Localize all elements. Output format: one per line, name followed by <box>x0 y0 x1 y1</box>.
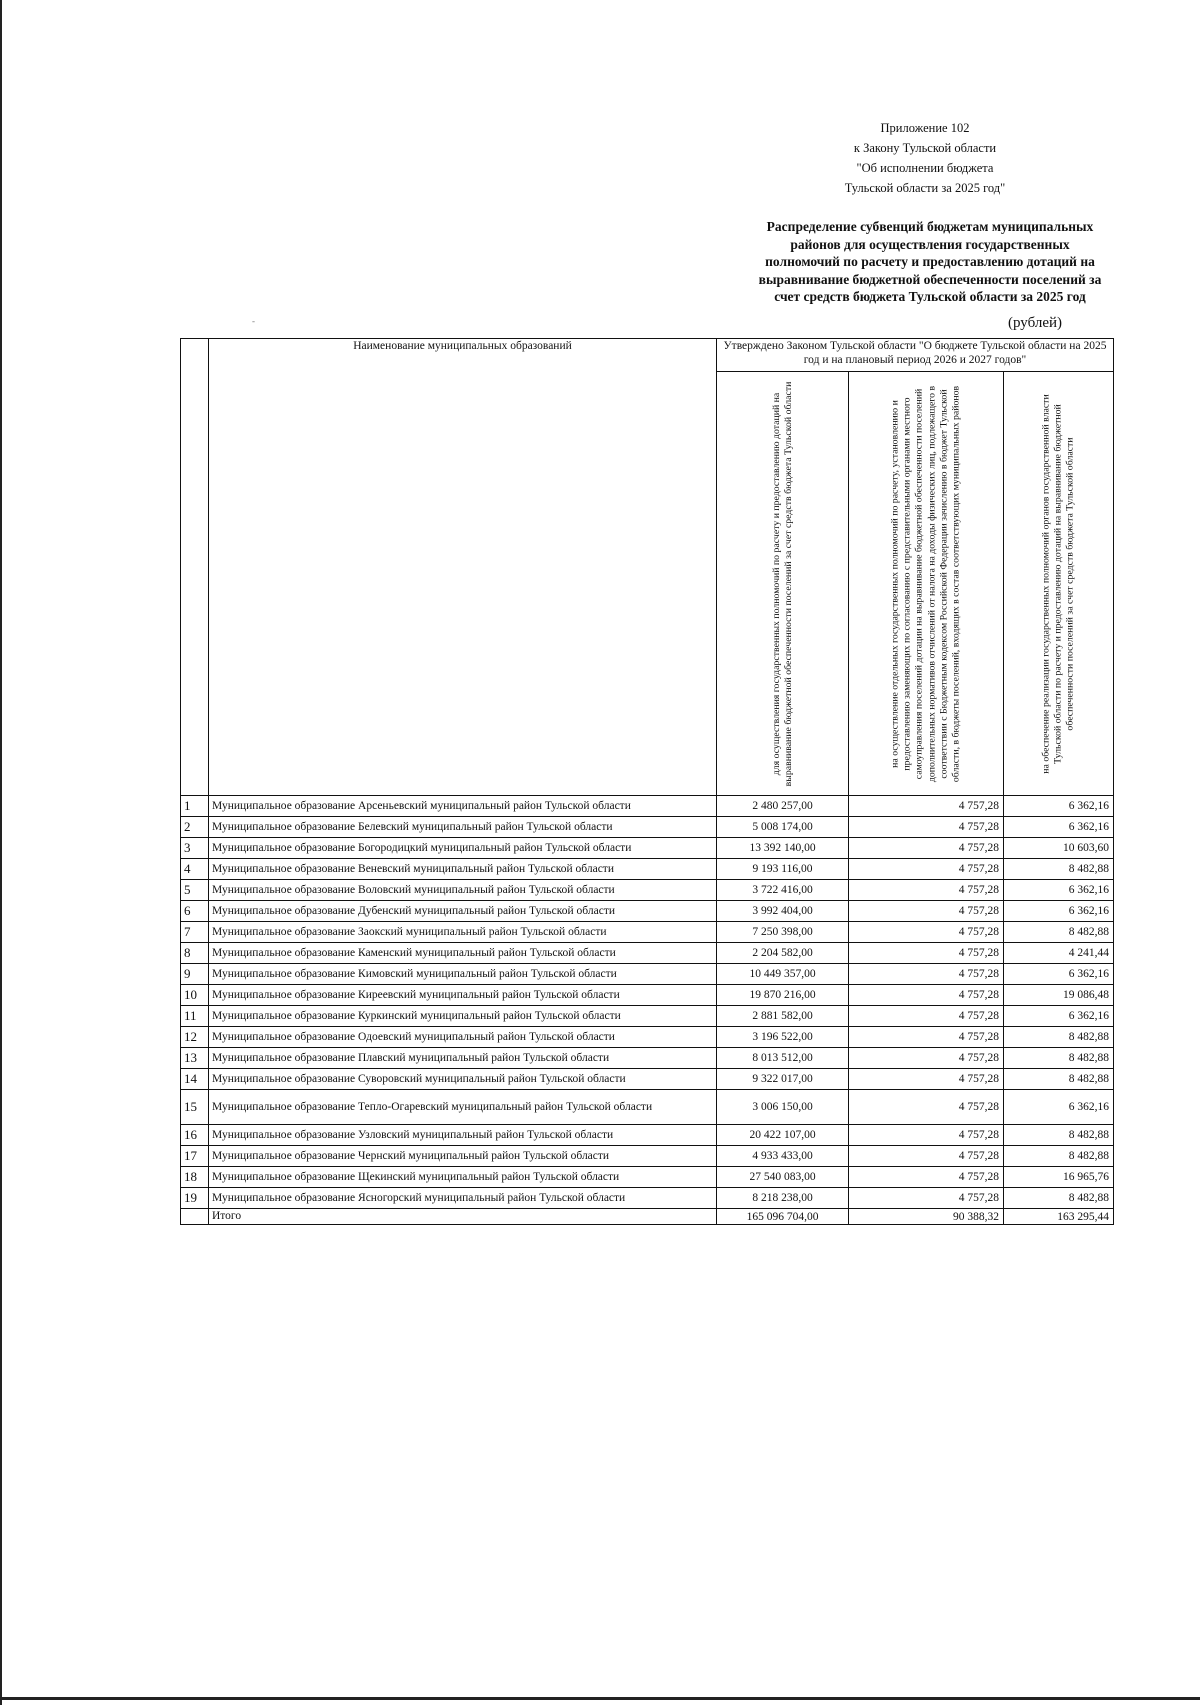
total-value-col3: 163 295,44 <box>1004 1209 1114 1225</box>
row-value-col2: 4 757,28 <box>849 1146 1004 1167</box>
row-value-col2: 4 757,28 <box>849 796 1004 817</box>
document-title <box>725 218 1135 306</box>
row-name: Муниципальное образование Богородицкий муниципальный район Тульской области <box>209 838 717 859</box>
row-value-col1: 8 013 512,00 <box>717 1048 849 1069</box>
row-name: Муниципальное образование Тепло-Огаревский муниципальный район Тульской области <box>209 1090 717 1125</box>
row-value-col3: 8 482,88 <box>1004 1146 1114 1167</box>
row-number: 10 <box>181 985 209 1006</box>
row-value-col3: 8 482,88 <box>1004 1188 1114 1209</box>
row-value-col3: 6 362,16 <box>1004 880 1114 901</box>
row-value-col3: 6 362,16 <box>1004 1090 1114 1125</box>
appendix-line: к Закону Тульской области <box>853 141 997 155</box>
row-value-col2: 4 757,28 <box>849 985 1004 1006</box>
row-name: Муниципальное образование Одоевский муниципальный район Тульской области <box>209 1027 717 1048</box>
appendix-line: "Об исполнении бюджета <box>856 161 994 175</box>
row-value-col3: 19 086,48 <box>1004 985 1114 1006</box>
row-number: 2 <box>181 817 209 838</box>
header-col2-cell <box>849 372 1004 796</box>
row-value-col1: 2 204 582,00 <box>717 943 849 964</box>
row-value-col1: 2 480 257,00 <box>717 796 849 817</box>
row-value-col2: 4 757,28 <box>849 1188 1004 1209</box>
row-value-col2: 4 757,28 <box>849 880 1004 901</box>
row-value-col1: 3 722 416,00 <box>717 880 849 901</box>
row-number: 18 <box>181 1167 209 1188</box>
header-col3: на обеспечение реализации государственных полномочий органов государственной власти Тульской области по расчету и предоставлению дотаций на выравнивание бюджетной обеспеченности поселений за счет средств бюджета Тульской области <box>1040 393 1076 774</box>
table-row <box>181 1167 1114 1188</box>
row-value-col2: 4 757,28 <box>849 1027 1004 1048</box>
table-row <box>181 859 1114 880</box>
row-number: 14 <box>181 1069 209 1090</box>
title-line: полномочий по расчету и предоставлению дотаций на <box>765 254 1095 269</box>
table-row <box>181 922 1114 943</box>
table-row <box>181 1027 1114 1048</box>
table-row <box>181 1048 1114 1069</box>
table-total-row <box>181 1209 1114 1225</box>
row-value-col3: 10 603,60 <box>1004 838 1114 859</box>
row-value-col2: 4 757,28 <box>849 1006 1004 1027</box>
row-value-col2: 4 757,28 <box>849 922 1004 943</box>
row-value-col1: 10 449 357,00 <box>717 964 849 985</box>
table-header-row <box>181 339 1114 372</box>
total-value-col1: 165 096 704,00 <box>717 1209 849 1225</box>
row-value-col2: 4 757,28 <box>849 1125 1004 1146</box>
row-value-col3: 8 482,88 <box>1004 1027 1114 1048</box>
row-value-col1: 3 196 522,00 <box>717 1027 849 1048</box>
header-col1: для осуществления государственных полномочий по расчету и предоставлению дотаций на выравнивание бюджетной обеспеченности поселений за счет средств бюджета Тульской области <box>770 381 794 786</box>
row-number: 13 <box>181 1048 209 1069</box>
row-value-col1: 2 881 582,00 <box>717 1006 849 1027</box>
row-value-col2: 4 757,28 <box>849 1090 1004 1125</box>
row-name: Муниципальное образование Киреевский муниципальный район Тульской области <box>209 985 717 1006</box>
row-value-col1: 7 250 398,00 <box>717 922 849 943</box>
row-number: 19 <box>181 1188 209 1209</box>
scan-border-bottom <box>0 1697 1200 1700</box>
table-row <box>181 964 1114 985</box>
row-value-col1: 5 008 174,00 <box>717 817 849 838</box>
row-value-col1: 8 218 238,00 <box>717 1188 849 1209</box>
row-value-col3: 8 482,88 <box>1004 1069 1114 1090</box>
scan-border-left <box>0 0 2 1705</box>
row-name: Муниципальное образование Кимовский муниципальный район Тульской области <box>209 964 717 985</box>
row-number: 6 <box>181 901 209 922</box>
table-row <box>181 1090 1114 1125</box>
row-name: Муниципальное образование Куркинский муниципальный район Тульской области <box>209 1006 717 1027</box>
units-label: (рублей) <box>1008 315 1063 331</box>
row-value-col1: 9 322 017,00 <box>717 1069 849 1090</box>
row-value-col2: 4 757,28 <box>849 943 1004 964</box>
row-number: 3 <box>181 838 209 859</box>
appendix-line: Приложение 102 <box>880 121 970 135</box>
row-number: 16 <box>181 1125 209 1146</box>
row-value-col3: 16 965,76 <box>1004 1167 1114 1188</box>
row-value-col3: 8 482,88 <box>1004 1048 1114 1069</box>
row-name: Муниципальное образование Воловский муниципальный район Тульской области <box>209 880 717 901</box>
row-value-col1: 27 540 083,00 <box>717 1167 849 1188</box>
row-value-col1: 4 933 433,00 <box>717 1146 849 1167</box>
row-number: 11 <box>181 1006 209 1027</box>
row-value-col3: 8 482,88 <box>1004 1125 1114 1146</box>
total-number-cell <box>181 1209 209 1225</box>
row-value-col3: 6 362,16 <box>1004 1006 1114 1027</box>
header-number-cell <box>181 339 209 796</box>
row-value-col3: 4 241,44 <box>1004 943 1114 964</box>
row-name: Муниципальное образование Каменский муниципальный район Тульской области <box>209 943 717 964</box>
row-name: Муниципальное образование Чернский муниципальный район Тульской области <box>209 1146 717 1167</box>
row-value-col2: 4 757,28 <box>849 859 1004 880</box>
table-row <box>181 817 1114 838</box>
title-line: районов для осуществления государственных <box>790 236 1070 252</box>
header-col3-cell <box>1004 372 1114 796</box>
title-line: выравнивание бюджетной обеспеченности поселений за <box>758 271 1102 287</box>
row-value-col1: 3 992 404,00 <box>717 901 849 922</box>
row-name: Муниципальное образование Дубенский муниципальный район Тульской области <box>209 901 717 922</box>
row-number: 12 <box>181 1027 209 1048</box>
table-row <box>181 1006 1114 1027</box>
row-number: 8 <box>181 943 209 964</box>
table-row <box>181 901 1114 922</box>
row-name: Муниципальное образование Щекинский муниципальный район Тульской области <box>209 1167 717 1188</box>
row-name: Муниципальное образование Плавский муниципальный район Тульской области <box>209 1048 717 1069</box>
row-value-col2: 4 757,28 <box>849 838 1004 859</box>
row-value-col3: 8 482,88 <box>1004 922 1114 943</box>
row-value-col1: 9 193 116,00 <box>717 859 849 880</box>
table-row <box>181 1188 1114 1209</box>
table-row <box>181 838 1114 859</box>
table-row <box>181 1146 1114 1167</box>
table-row <box>181 943 1114 964</box>
table-row <box>181 880 1114 901</box>
row-name: Муниципальное образование Веневский муниципальный район Тульской области <box>209 859 717 880</box>
row-value-col2: 4 757,28 <box>849 817 1004 838</box>
row-value-col3: 6 362,16 <box>1004 964 1114 985</box>
row-number: 17 <box>181 1146 209 1167</box>
row-value-col1: 19 870 216,00 <box>717 985 849 1006</box>
title-line: Распределение субвенций бюджетам муниципальных <box>766 219 1094 234</box>
table-row <box>181 1125 1114 1146</box>
header-col1-cell <box>717 372 849 796</box>
subvention-table <box>180 338 1114 1225</box>
row-number: 5 <box>181 880 209 901</box>
header-col2: на осуществление отдельных государственных полномочий по расчету, установлению и предоставлению заменяющих по согласованию с представительными органами местного самоуправления поселений дотации на выравнивание бюджетной обеспеченности поселений дополнительных нормативов отчислений от налога на доходы физических лиц, подлежащего в соответствии с Бюджетным кодексом Российской Федерации зачислению в бюджет Тульской области, в бюджеты поселений, входящих в состав соответствующих муниципальных районов <box>889 385 962 782</box>
row-name: Муниципальное образование Заокский муниципальный район Тульской области <box>209 922 717 943</box>
appendix-line: Тульской области за 2025 год" <box>844 181 1006 195</box>
row-value-col2: 4 757,28 <box>849 1069 1004 1090</box>
row-value-col1: 20 422 107,00 <box>717 1125 849 1146</box>
row-value-col2: 4 757,28 <box>849 901 1004 922</box>
row-number: 7 <box>181 922 209 943</box>
total-label: Итого <box>209 1209 717 1225</box>
table-row <box>181 985 1114 1006</box>
row-value-col2: 4 757,28 <box>849 1167 1004 1188</box>
row-name: Муниципальное образование Арсеньевский муниципальный район Тульской области <box>209 796 717 817</box>
row-number: 4 <box>181 859 209 880</box>
row-number: 1 <box>181 796 209 817</box>
row-value-col3: 6 362,16 <box>1004 796 1114 817</box>
row-number: 9 <box>181 964 209 985</box>
header-group: Утверждено Законом Тульской области "О бюджете Тульской области на 2025 год и на плановый период 2026 и 2027 годов" <box>717 339 1114 372</box>
title-line: счет средств бюджета Тульской области за 2025 год <box>774 289 1086 304</box>
row-value-col2: 4 757,28 <box>849 964 1004 985</box>
table-row <box>181 796 1114 817</box>
row-value-col1: 13 392 140,00 <box>717 838 849 859</box>
row-value-col3: 8 482,88 <box>1004 859 1114 880</box>
row-value-col3: 6 362,16 <box>1004 817 1114 838</box>
row-name: Муниципальное образование Суворовский муниципальный район Тульской области <box>209 1069 717 1090</box>
row-value-col3: 6 362,16 <box>1004 901 1114 922</box>
row-number: 15 <box>181 1090 209 1125</box>
appendix-note <box>760 118 1090 198</box>
scan-artifact-mark: - <box>252 316 255 326</box>
header-name: Наименование муниципальных образований <box>209 339 717 796</box>
table-row <box>181 1069 1114 1090</box>
row-name: Муниципальное образование Белевский муниципальный район Тульской области <box>209 817 717 838</box>
row-name: Муниципальное образование Узловский муниципальный район Тульской области <box>209 1125 717 1146</box>
row-value-col1: 3 006 150,00 <box>717 1090 849 1125</box>
row-value-col2: 4 757,28 <box>849 1048 1004 1069</box>
row-name: Муниципальное образование Ясногорский муниципальный район Тульской области <box>209 1188 717 1209</box>
total-value-col2: 90 388,32 <box>849 1209 1004 1225</box>
